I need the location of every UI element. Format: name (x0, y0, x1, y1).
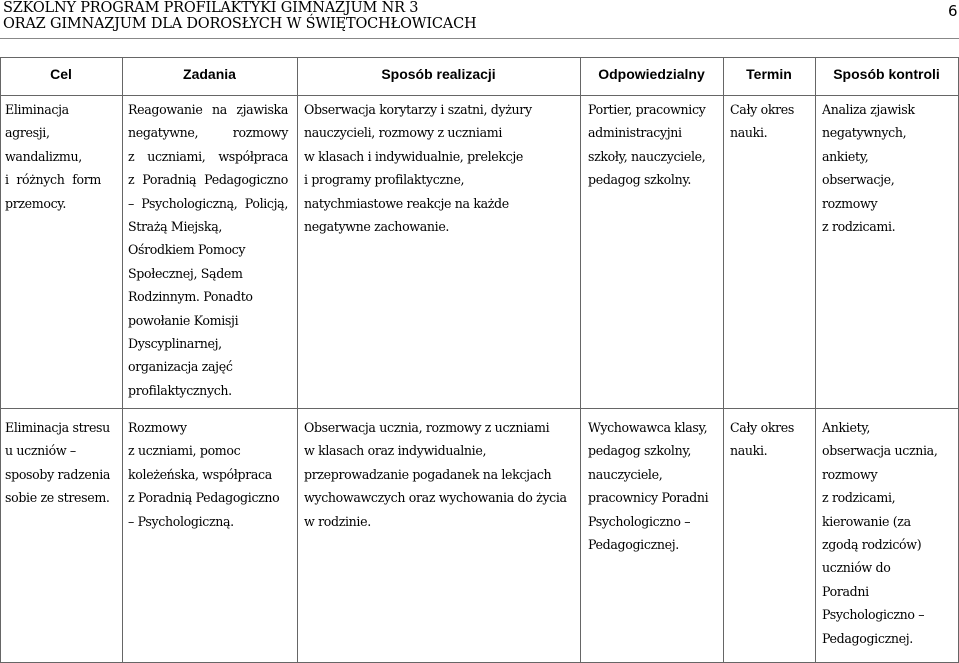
cell-line: natychmiastowe reakcje na każde (304, 195, 509, 211)
cell-line: z uczniami, współpraca (128, 148, 288, 164)
column-header-termin: Termin (746, 66, 792, 82)
cell-line: Poradni (822, 583, 869, 599)
cell-line: Dyscyplinarnej, (128, 335, 222, 351)
cell-line: nauki. (730, 125, 768, 141)
cell-line: Obserwacja ucznia, rozmowy z uczniami (304, 420, 550, 435)
cell-line: obserwacja ucznia, (822, 443, 938, 459)
cell-line: negatywne, rozmowy (128, 125, 288, 141)
cell-line: Eliminacja (5, 102, 69, 117)
cell-line: Analiza zjawisk (822, 102, 915, 117)
cell-line: przemocy. (5, 195, 67, 211)
cell-line: Społecznej, Sądem (128, 265, 243, 281)
cell-line: u uczniów – (5, 443, 76, 459)
cell-line: Pedagogicznej. (822, 630, 913, 646)
cell-line: pracownicy Poradni (588, 490, 709, 506)
cell-line: Rozmowy (128, 420, 187, 435)
header-school-program-title: SZKOLNY PROGRAM PROFILAKTYKI GIMNAZJUM NR 3 (3, 0, 419, 16)
cell-line: przeprowadzanie pogadanek na lekcjach (304, 466, 552, 482)
col-border (0, 57, 1, 662)
col-border (580, 57, 581, 662)
cell-line: pedagog szkolny. (588, 172, 692, 188)
cell-line: Strażą Miejską, (128, 218, 222, 234)
cell-sposob-kontroli (822, 416, 956, 650)
cell-line: Ośrodkiem Pomocy (128, 242, 246, 258)
header-school-name: ORAZ GIMNAZJUM DLA DOROSŁYCH W ŚWIĘTOCHŁOWICACH (3, 16, 477, 32)
cell-line: ankiety, (822, 148, 869, 164)
cell-zadania (128, 416, 288, 533)
cell-line: negatywne zachowanie. (304, 218, 450, 234)
cell-zadania (128, 98, 288, 402)
cell-line: i programy profilaktyczne, (304, 172, 465, 188)
cell-line: powołanie Komisji (128, 312, 239, 328)
cell-line: nauczycieli, rozmowy z uczniami (304, 125, 502, 141)
cell-line: Cały okres (730, 420, 794, 435)
cell-line: rozmowy (822, 195, 878, 211)
cell-line: Eliminacja stresu (5, 420, 110, 435)
header-rule (0, 38, 959, 39)
cell-line: Psychologiczno – (588, 513, 691, 529)
cell-line: obserwacje, (822, 172, 895, 188)
cell-cel (5, 98, 101, 215)
page-number: 6 (948, 2, 958, 20)
cell-line: zgodą rodziców) (822, 536, 922, 552)
cell-line: – Psychologiczną. (128, 513, 234, 529)
cell-line: nauki. (730, 443, 768, 459)
cell-line: nauczyciele, (588, 466, 663, 482)
cell-sposob-kontroli (822, 98, 954, 238)
column-header-sposob-kontroli: Sposób kontroli (833, 66, 940, 82)
cell-line: agresji, (5, 125, 50, 141)
cell-termin (730, 98, 812, 145)
cell-line: profilaktycznych. (128, 382, 232, 398)
cell-line: Wychowawca klasy, (588, 420, 708, 435)
cell-line: kierowanie (za (822, 513, 911, 529)
cell-termin (730, 416, 812, 463)
cell-line: w rodzinie. (304, 513, 371, 529)
cell-line: z Poradnią Pedagogiczno (128, 490, 280, 506)
cell-line: z rodzicami. (822, 218, 896, 234)
cell-odpowiedzialny (588, 416, 720, 556)
cell-line: sobie ze stresem. (5, 490, 110, 506)
cell-line: – Psychologiczną, Policją, (128, 195, 288, 211)
cell-line: administracyjni (588, 125, 682, 141)
cell-line: uczniów do (822, 560, 891, 576)
cell-sposob-realizacji (304, 416, 579, 533)
cell-line: Ankiety, (822, 420, 871, 435)
cell-line: wandalizmu, (5, 148, 82, 164)
cell-line: pedagog szkolny, (588, 443, 692, 459)
col-border (297, 57, 298, 662)
column-header-zadania: Zadania (183, 66, 236, 82)
cell-line: Reagowanie na zjawiska (128, 102, 288, 117)
cell-line: Portier, pracownicy (588, 102, 706, 117)
cell-line: Pedagogicznej. (588, 536, 679, 552)
cell-odpowiedzialny (588, 98, 720, 192)
cell-line: wychowawczych oraz wychowania do życia (304, 490, 567, 506)
cell-sposob-realizacji (304, 98, 576, 238)
cell-line: z uczniami, pomoc (128, 443, 241, 459)
cell-line: szkoły, nauczyciele, (588, 148, 706, 164)
cell-line: w klasach oraz indywidualnie, (304, 443, 487, 459)
cell-line: organizacja zajęć (128, 359, 233, 375)
cell-line: z Poradnią Pedagogiczno (128, 172, 288, 188)
cell-line: i różnych form (5, 172, 101, 188)
column-header-cel: Cel (50, 66, 72, 82)
cell-line: koleżeńska, współpraca (128, 466, 272, 482)
cell-line: sposoby radzenia (5, 466, 111, 482)
cell-line: Psychologiczno – (822, 607, 925, 623)
col-border (815, 57, 816, 662)
column-header-odpowiedzialny: Odpowiedzialny (598, 66, 705, 82)
cell-line: Obserwacja korytarzy i szatni, dyżury (304, 102, 532, 117)
cell-line: z rodzicami, (822, 490, 896, 506)
cell-line: w klasach i indywidualnie, prelekcje (304, 148, 524, 164)
cell-cel (5, 416, 121, 510)
column-header-sposob-realizacji: Sposób realizacji (381, 66, 496, 82)
cell-line: Rodzinnym. Ponadto (128, 289, 253, 305)
col-border (723, 57, 724, 662)
cell-line: Cały okres (730, 102, 794, 117)
col-border (122, 57, 123, 662)
cell-line: negatywnych, (822, 125, 907, 141)
cell-line: rozmowy (822, 466, 878, 482)
